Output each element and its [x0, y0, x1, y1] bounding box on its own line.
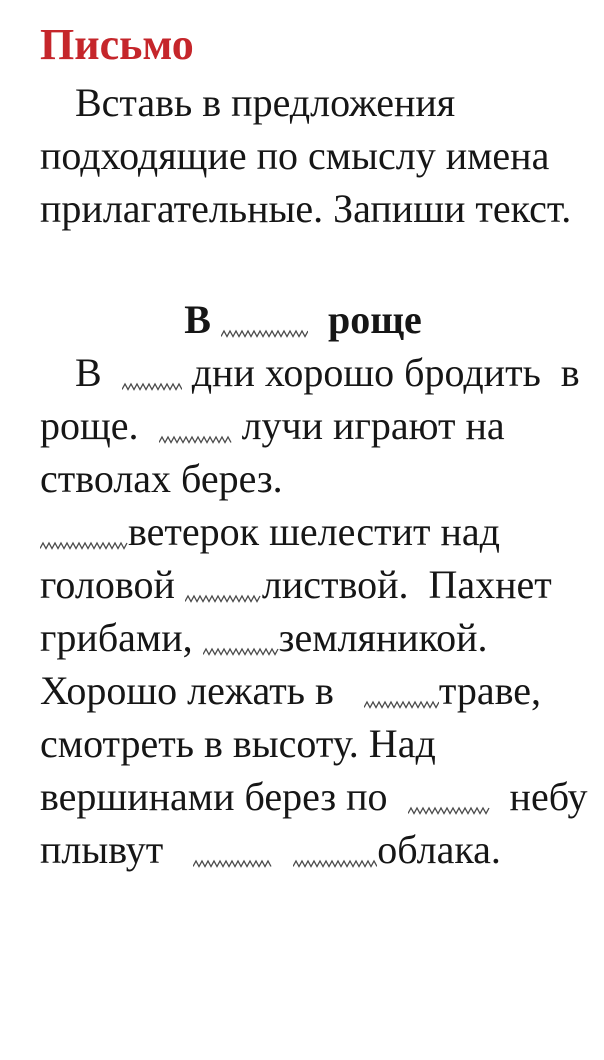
- paragraph-gap: [40, 235, 566, 293]
- wavy-blank-line: [203, 646, 279, 658]
- wavy-blank-line: [193, 858, 273, 870]
- instruction-line: Вставь в предложения: [75, 80, 456, 125]
- text-run: [273, 827, 293, 872]
- exercise-line: [40, 558, 566, 611]
- wavy-blank-line: [185, 593, 262, 605]
- text-run: грибами,: [40, 615, 203, 660]
- text-run: траве,: [438, 668, 541, 713]
- text-run: земляникой.: [278, 615, 488, 660]
- text-run: стволах берез.: [40, 456, 283, 501]
- wavy-blank-line: [364, 699, 439, 711]
- text-run: В: [75, 350, 122, 395]
- exercise-line: [40, 611, 566, 664]
- exercise-line: [40, 770, 588, 823]
- exercise-line: [40, 505, 566, 558]
- wavy-blank-line: [40, 540, 128, 552]
- instructions-paragraph: [40, 76, 572, 235]
- text-run: облака.: [377, 827, 501, 872]
- text-run: головой: [40, 562, 185, 607]
- text-run: ветерок шелестит над: [128, 509, 500, 554]
- wavy-blank-line: [293, 858, 377, 870]
- text-run: В: [184, 297, 221, 342]
- exercise-line: [40, 452, 566, 505]
- wavy-blank-line: [159, 434, 232, 446]
- text-run: дни хорошо бродить в: [181, 350, 580, 395]
- text-run: небу: [489, 774, 588, 819]
- text-run: вершинами берез по: [40, 774, 408, 819]
- wavy-blank-line: [221, 328, 308, 340]
- exercise-line: [40, 346, 580, 399]
- exercise-body: [40, 346, 588, 876]
- instruction-line: подходящие по смыслу имена: [40, 133, 550, 178]
- exercise-line: [40, 664, 566, 717]
- text-run: лучи играют на: [231, 403, 505, 448]
- exercise-line: [40, 717, 566, 770]
- instruction-line: прилагательные. Запиши текст.: [40, 186, 572, 231]
- text-run: смотреть в высоту. Над: [40, 721, 436, 766]
- text-run: роще.: [40, 403, 159, 448]
- page-title: Письмо: [40, 20, 194, 69]
- text-run: плывут: [40, 827, 194, 872]
- wavy-blank-line: [122, 381, 182, 393]
- exercise-line: [40, 823, 566, 876]
- text-run: роще: [307, 297, 422, 342]
- text-run: Хорошо лежать в: [40, 668, 364, 713]
- text-run: листвой. Пахнет: [261, 562, 552, 607]
- exercise-line: [40, 399, 566, 452]
- wavy-blank-line: [408, 805, 490, 817]
- exercise-title: [40, 293, 566, 346]
